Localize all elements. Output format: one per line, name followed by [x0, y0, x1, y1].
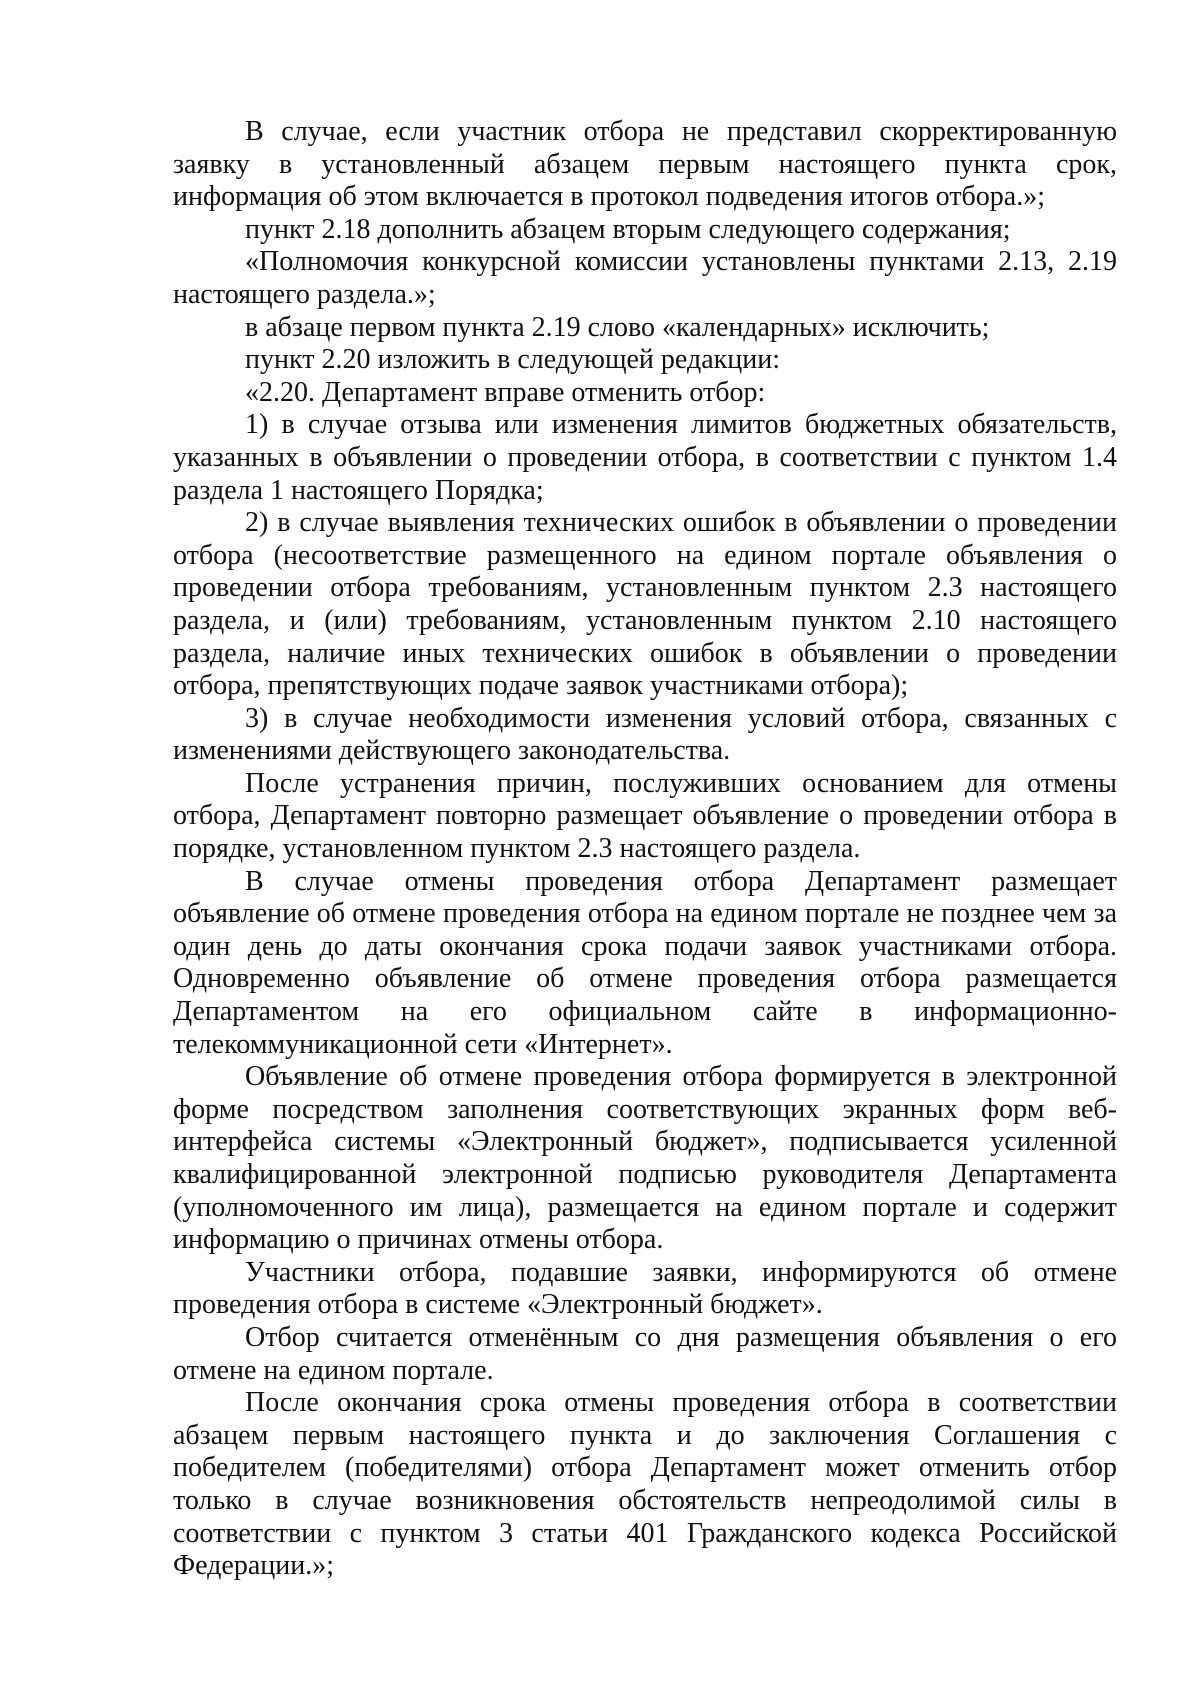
- paragraph-clause-2-19: в абзаце первом пункта 2.19 слово «календарных» исключить;: [245, 311, 990, 343]
- list-item-1: 1) в случае отзыва или изменения лимитов бюджетных обязательств, указанных в объявлении о проведении отбора, в соответствии с пунктом 1.4 раздела 1 настоящего Порядка;: [173, 409, 1117, 506]
- paragraph-commission-powers: «Полномочия конкурсной комиссии установлены пунктами 2.13, 2.19 настоящего раздела.»;: [173, 246, 1117, 310]
- paragraph-incorrect-application: В случае, если участник отбора не представил скорректированную заявку в установленный абзацем первым настоящего пункта срок, информация об этом включается в протокол подведения итогов отбора.»;: [173, 116, 1117, 213]
- list-item-3: 3) в случае необходимости изменения условий отбора, связанных с изменениями действующего законодательства.: [173, 702, 1117, 767]
- paragraph-force-majeure: После окончания срока отмены проведения отбора в соответствии абзацем первым настоящего пункта и до заключения Соглашения с победителем (победителями) отбора Департамент может отменить отбор только в случае возникновения обстоятельств непреодолимой силы в соответствии с пунктом 3 статьи 401 Гражданского кодекса Российской Федерации.»;: [173, 1387, 1117, 1582]
- paragraph-cancelled-date: Отбор считается отменённым со дня размещения объявления о его отмене на едином портале.: [173, 1321, 1117, 1386]
- list-item-2: 2) в случае выявления технических ошибок в объявлении о проведении отбора (несоответствие размещенного на едином портале объявления о проведении отбора требованиям, установленным пунктом 2.3 настоящего раздела, и (или) требованиям, установленным пунктом 2.10 настоящего раздела, наличие иных технических ошибок в объявлении о проведении отбора, препятствующих подаче заявок участниками отбора);: [173, 507, 1117, 702]
- document-body: [173, 116, 1117, 1583]
- paragraph-cancellation-announcement: В случае отмены проведения отбора Департамент размещает объявление об отмене проведения отбора на едином портале не позднее чем за один день до даты окончания срока подачи заявок участниками отбора. Одновременно объявление об отмене проведения отбора размещается Департаментом на его официальном сайте в информационно-телекоммуникационной сети «Интернет».: [173, 865, 1117, 1060]
- paragraph-clause-2-20-heading: «2.20. Департамент вправе отменить отбор:: [245, 376, 766, 408]
- paragraph-participants-informed: Участники отбора, подавшие заявки, информируются об отмене проведения отбора в системе «Электронный бюджет».: [173, 1256, 1117, 1321]
- paragraph-repeat-announcement: После устранения причин, послуживших основанием для отмены отбора, Департамент повторно размещает объявление о проведении отбора в порядке, установленном пунктом 2.3 настоящего раздела.: [173, 767, 1117, 865]
- paragraph-clause-2-18: пункт 2.18 дополнить абзацем вторым следующего содержания;: [245, 213, 1011, 245]
- paragraph-electronic-form: Объявление об отмене проведения отбора формируется в электронной форме посредством заполнения соответствующих экранных форм веб-интерфейса системы «Электронный бюджет», подписывается усиленной квалифицированной электронной подписью руководителя Департамента (уполномоченного им лица), размещается на едином портале и содержит информацию о причинах отмены отбора.: [173, 1061, 1117, 1256]
- paragraph-clause-2-20-intro: пункт 2.20 изложить в следующей редакции:: [245, 344, 780, 376]
